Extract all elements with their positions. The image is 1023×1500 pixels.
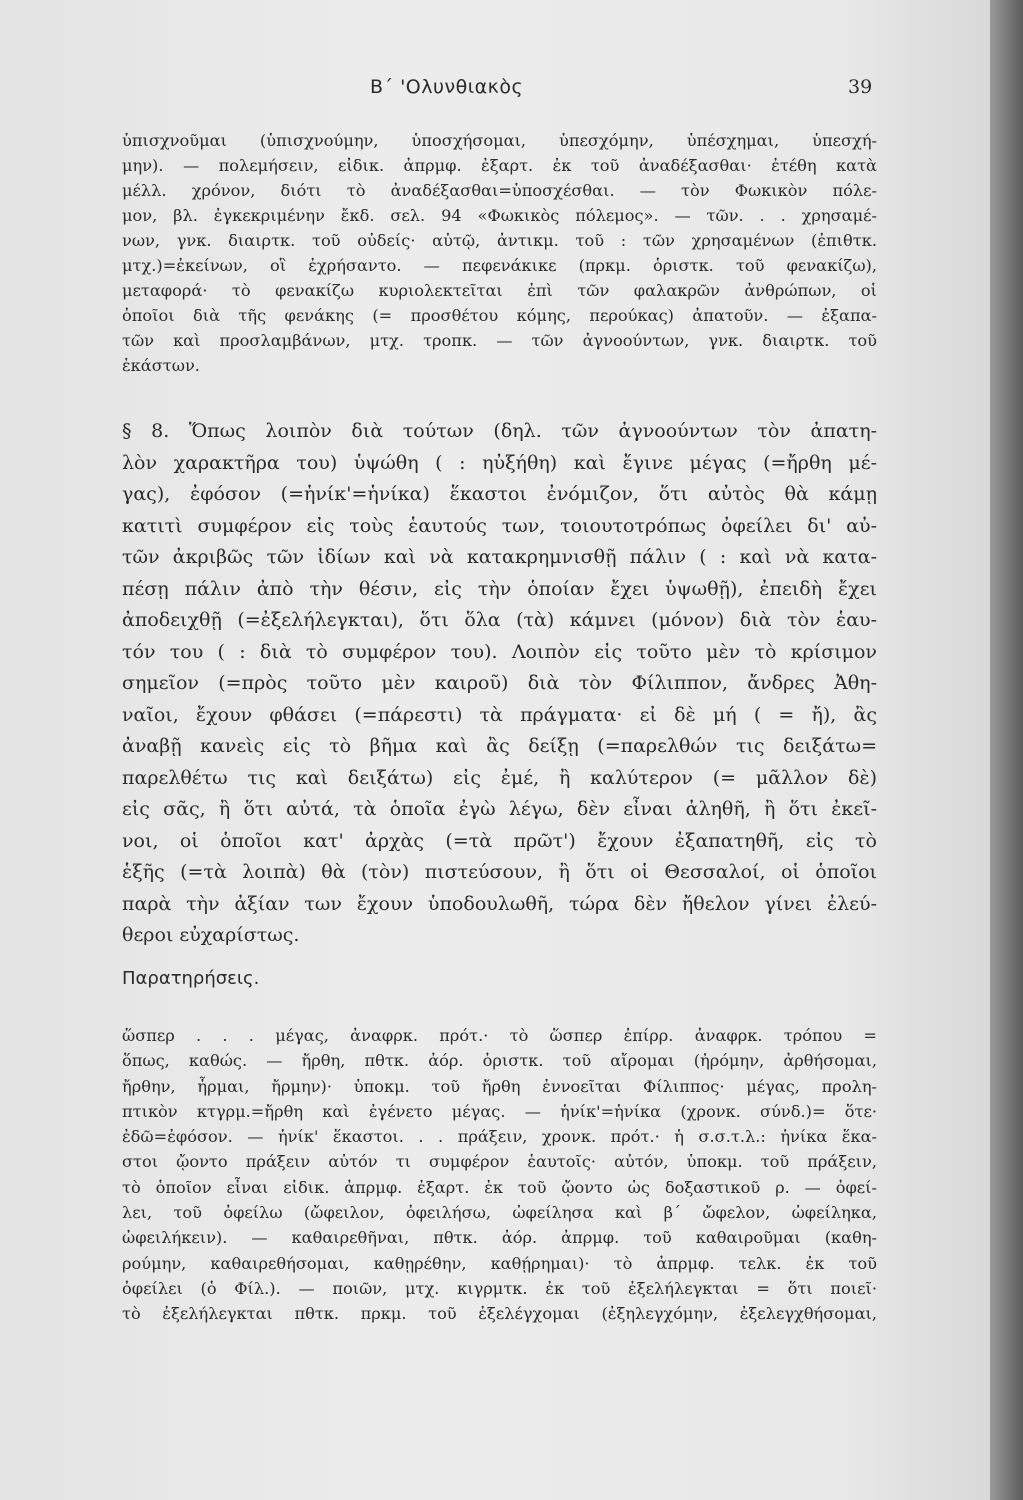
main-text-line: κατιτὶ συμφέρον εἰς τοὺς ἑαυτούς των, τοιουτοτρόπως ὀφείλει δι' αὐ- <box>122 514 877 537</box>
main-text-line: παρὰ τὴν ἀξίαν των ἔχουν ὑποδουλωθῆ, τώρα δὲν ἤθελον γίνει ἐλεύ- <box>122 892 877 915</box>
main-text-line: σημεῖον (=πρὸς τοῦτο μὲν καιροῦ) διὰ τὸν Φίλιππον, ἄνδρες Ἀθη- <box>122 672 877 694</box>
main-text-line: πέσῃ πάλιν ἀπὸ τὴν θέσιν, εἰς τὴν ὁποίαν ἔχει ὑψωθῇ), ἐπειδὴ ἔχει <box>122 577 877 600</box>
main-text-line: ἀποδειχθῇ (=ἐξελήλεγκται), ὅτι ὅλα (τὰ) κάμνει (μόνον) διὰ τὸν ἑαυ- <box>122 609 877 631</box>
main-text-line: ναῖοι, ἔχουν φθάσει (=πάρεστι) τὰ πράγματα· εἰ δὲ μή ( = ἤ), ἂς <box>122 703 877 726</box>
main-text-line: ἑξῆς (=τὰ λοιπὰ) θὰ (τὸν) πιστεύσουν, ἢ ὅτι οἱ Θεσσαλοί, οἱ ὁποῖοι <box>122 861 877 883</box>
notes-bottom-line: ὠφειλήκειν). — καθαιρεθῆναι, πθτκ. ἀόρ. ἀπρμφ. τοῦ καθαιροῦμαι (καθη- <box>122 1228 877 1248</box>
notes-top-line: νων, γνκ. διαιρτκ. τοῦ οὐδείς· αὐτῷ, ἀντικμ. τοῦ : τῶν χρησαμένων (ἐπιθτκ. <box>122 231 877 250</box>
notes-top-line: μην). — πολεμήσειν, εἰδικ. ἀπρμφ. ἐξαρτ. ἐκ τοῦ ἀναδέξασθαι· ἐτέθη κατὰ <box>122 156 877 175</box>
page-number: 39 <box>848 76 873 98</box>
notes-top-line: μεταφορά· τὸ φενακίζω κυριολεκτεῖται ἐπὶ τῶν φαλακρῶν ἀνθρώπων, οἱ <box>122 281 877 300</box>
page-edge-shadow <box>990 0 1023 1500</box>
notes-bottom-line: ἐδῶ=ἐφόσον. — ἡνίκ' ἕκαστοι. . . πράξειν, χρονκ. πρότ.· ἡ σ.σ.τ.λ.: ἡνίκα ἕκα- <box>122 1127 877 1147</box>
notes-bottom-line: ὥσπερ . . . μέγας, ἀναφρκ. πρότ.· τὸ ὥσπερ ἐπίρρ. ἀναφρκ. τρόπου = <box>122 1026 877 1045</box>
main-text-line: θεροι εὐχαρίστως. <box>122 924 300 946</box>
running-title: Β΄ 'Ολυνθιακὸς <box>370 76 524 98</box>
notes-bottom-line: ρούμην, καθαιρεθήσομαι, καθῃρέθην, καθῄρημαι)· τὸ ἀπρμφ. τελκ. ἐκ τοῦ <box>122 1253 877 1273</box>
notes-top-line: μέλλ. χρόνον, διότι τὸ ἀναδέξασθαι=ὑποσχέσθαι. — τὸν Φωκικὸν πόλε- <box>122 181 877 200</box>
notes-top-line: ὑπισχνοῦμαι (ὑπισχνούμην, ὑποσχήσομαι, ὑπεσχόμην, ὑπέσχημαι, ὑπεσχή- <box>122 131 877 150</box>
main-text-line: § 8. Ὅπως λοιπὸν διὰ τούτων (δηλ. τῶν ἀγνοούντων τὸν ἀπατη- <box>122 420 877 442</box>
main-text-line: ἀναβῇ κανεὶς εἰς τὸ βῆμα καὶ ἂς δείξῃ (=παρελθών τις δειξάτω= <box>122 735 877 757</box>
notes-bottom-line: ἤρθην, ἦρμαι, ἤρμην)· ὑποκμ. τοῦ ἤρθη ἐννοεῖται Φίλιππος· μέγας, προλη- <box>122 1076 877 1096</box>
page-header <box>0 76 990 106</box>
main-text-line: λὸν χαρακτῆρα του) ὑψώθη ( : ηὐξήθη) καὶ ἔγινε μέγας (=ἤρθη μέ- <box>122 451 877 474</box>
main-text-line: παρελθέτω τις καὶ δειξάτω) εἰς ἐμέ, ἢ καλύτερον (= μᾶλλον δὲ) <box>122 766 877 789</box>
main-text-line: εἰς σᾶς, ἢ ὅτι αὐτά, τὰ ὁποῖα ἐγὼ λέγω, δὲν εἶναι ἀληθῆ, ἢ ὅτι ἐκεῖ- <box>122 798 877 820</box>
main-text-line: τόν του ( : διὰ τὸ συμφέρον του). Λοιπὸν εἰς τοῦτο μὲν τὸ κρίσιμον <box>122 640 877 663</box>
notes-bottom-line: τὸ ἐξελήλεγκται πθτκ. πρκμ. τοῦ ἐξελέγχομαι (ἐξηλεγχόμην, ἐξελεγχθήσομαι, <box>122 1304 877 1324</box>
notes-top-line: μτχ.)=ἐκείνων, οἳ ἐχρήσαντο. — πεφενάκικε (πρκμ. ὁριστκ. τοῦ φενακίζω), <box>122 256 877 275</box>
notes-top <box>122 128 877 378</box>
notes-bottom-line: πτικὸν κτγρμ.=ἤρθη καὶ ἐγένετο μέγας. — ἡνίκ'=ἡνίκα (χρονκ. σύνδ.)= ὅτε· <box>122 1101 877 1121</box>
notes-bottom-line: ὅπως, καθώς. — ἤρθη, πθτκ. ἀόρ. ὁριστκ. τοῦ αἴρομαι (ἠρόμην, ἀρθήσομαι, <box>122 1051 877 1071</box>
notes-top-line: τῶν καὶ προσλαμβάνων, μτχ. τροπκ. — τῶν ἀγνοούντων, γνκ. διαιρτκ. τοῦ <box>122 331 877 350</box>
notes-top-line: ὁποῖοι διὰ τῆς φενάκης (= προσθέτου κόμης, περούκας) ἀπατοῦν. — ἐξαπα- <box>122 306 877 325</box>
main-translation <box>122 416 877 952</box>
main-text-line: νοι, οἱ ὁποῖοι κατ' ἀρχὰς (=τὰ πρῶτ') ἔχουν ἐξαπατηθῆ, εἰς τὸ <box>122 829 877 852</box>
notes-bottom-line: τὸ ὁποῖον εἶναι εἰδικ. ἀπρμφ. ἐξαρτ. ἐκ τοῦ ᾤοντο ὡς δοξαστικοῦ ρ. — ὀφεί- <box>122 1177 877 1197</box>
notes-top-line: μον, βλ. ἐγκεκριμένην ἔκδ. σελ. 94 «Φωκικὸς πόλεμος». — τῶν. . . χρησαμέ- <box>122 206 877 225</box>
notes-top-line: ἑκάστων. <box>122 356 200 375</box>
section-heading: Παρατηρήσεις. <box>122 968 260 989</box>
notes-bottom <box>122 1023 877 1327</box>
notes-bottom-line: στοι ᾤοντο πράξειν αὐτόν τι συμφέρον ἑαυτοῖς· αὐτόν, ὑποκμ. τοῦ πράξειν, <box>122 1152 877 1172</box>
main-text-line: τῶν ἀκριβῶς τῶν ἰδίων καὶ νὰ κατακρημνισθῇ πάλιν ( : καὶ νὰ κατα- <box>122 546 877 568</box>
main-text-line: γας), ἐφόσον (=ἡνίκ'=ἡνίκα) ἕκαστοι ἐνόμιζον, ὅτι αὐτὸς θὰ κάμῃ <box>122 483 877 505</box>
notes-bottom-line: ὀφείλει (ὁ Φίλ.). — ποιῶν, μτχ. κιγρμτκ. ἐκ τοῦ ἐξελήλεγκται = ὅτι ποιεῖ· <box>122 1278 877 1298</box>
notes-bottom-line: λει, τοῦ ὀφείλω (ὤφειλον, ὀφειλήσω, ὠφείλησα καὶ β΄ ὤφελον, ὠφείληκα, <box>122 1203 877 1223</box>
